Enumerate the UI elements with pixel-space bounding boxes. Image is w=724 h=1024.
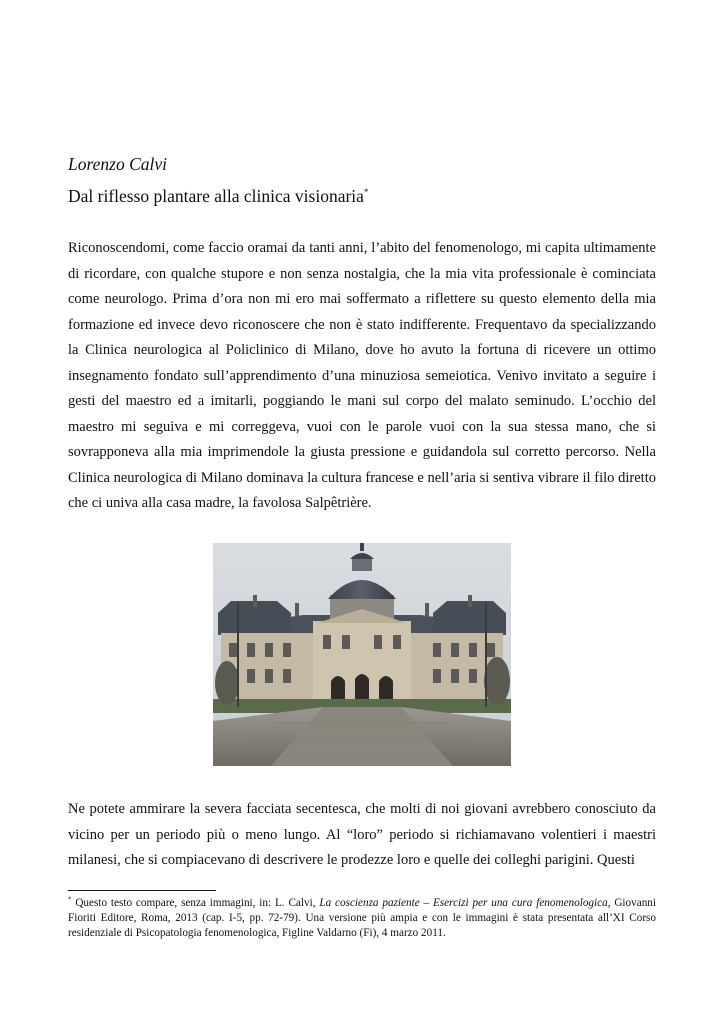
- salpetriere-photo: [213, 543, 511, 766]
- article-title: [68, 185, 368, 207]
- footnote-book-title: La coscienza paziente – Esercizi per una cura fenomenologica: [319, 897, 608, 909]
- title-footnote-marker: *: [363, 187, 369, 198]
- footnote-divider: [68, 890, 216, 891]
- footnote-text-start: Questo testo compare, senza immagini, in: L. Calvi,: [71, 897, 320, 909]
- footnote-text-end: , Giovanni Fioriti Editore, Roma, 2013 (cap. I-5, pp. 72-79). Una versione più ampia e con le immagini è stata presentata all’XI Corso residenziale di Psicopatologia fenomenologica, Figline Valdarno (Fi), 4 marzo 2011.: [68, 897, 656, 939]
- footnote-marker: *: [68, 895, 72, 904]
- author-name: Lorenzo Calvi: [68, 154, 168, 174]
- body-paragraph-1: Riconoscendomi, come faccio oramai da tanti anni, l’abito del fenomenologo, mi capita ultimamente di ricordare, con qualche stupore e non senza nostalgia, che la mia vita professionale è cominciata come neurologo. Prima d’ora non mi ero mai soffermato a riflettere su questo elemento della mia formazione ed invece devo riconoscere che non è stato indifferente. Frequentavo da specializzando la Clinica neurologica al Policlinico di Milano, dove ho avuto la fortuna di ricevere un ottimo insegnamento fondato sull’apprendimento d’una minuziosa semeiotica. Venivo invitato a seguire i gesti del maestro ed a imitarli, poggiando le mani sul corpo del malato seminudo. L’occhio del maestro mi seguiva e mi correggeva, vuoi con le parole vuoi con la sua stessa mano, che si sovrapponeva alla mia imprimendole la giusta pressione e guidandola sul corretto percorso. Nella Clinica neurologica di Milano dominava la cultura francese e nell’aria si sentiva vibrare il filo diretto che ci univa alla casa madre, la favolosa Salpêtrière.: [68, 240, 656, 511]
- article-title-text: Dal riflesso plantare alla clinica visionaria: [68, 186, 364, 206]
- body-paragraph-2: Ne potete ammirare la severa facciata secentesca, che molti di noi giovani avrebbero conosciuto da vicino per un periodo più o meno lungo. Al “loro” periodo si richiamavano volentieri i maestri milanesi, che si compiacevano di descrivere le prodezze loro e quelle dei colleghi parigini. Questi: [68, 801, 656, 868]
- footnote: [68, 896, 656, 941]
